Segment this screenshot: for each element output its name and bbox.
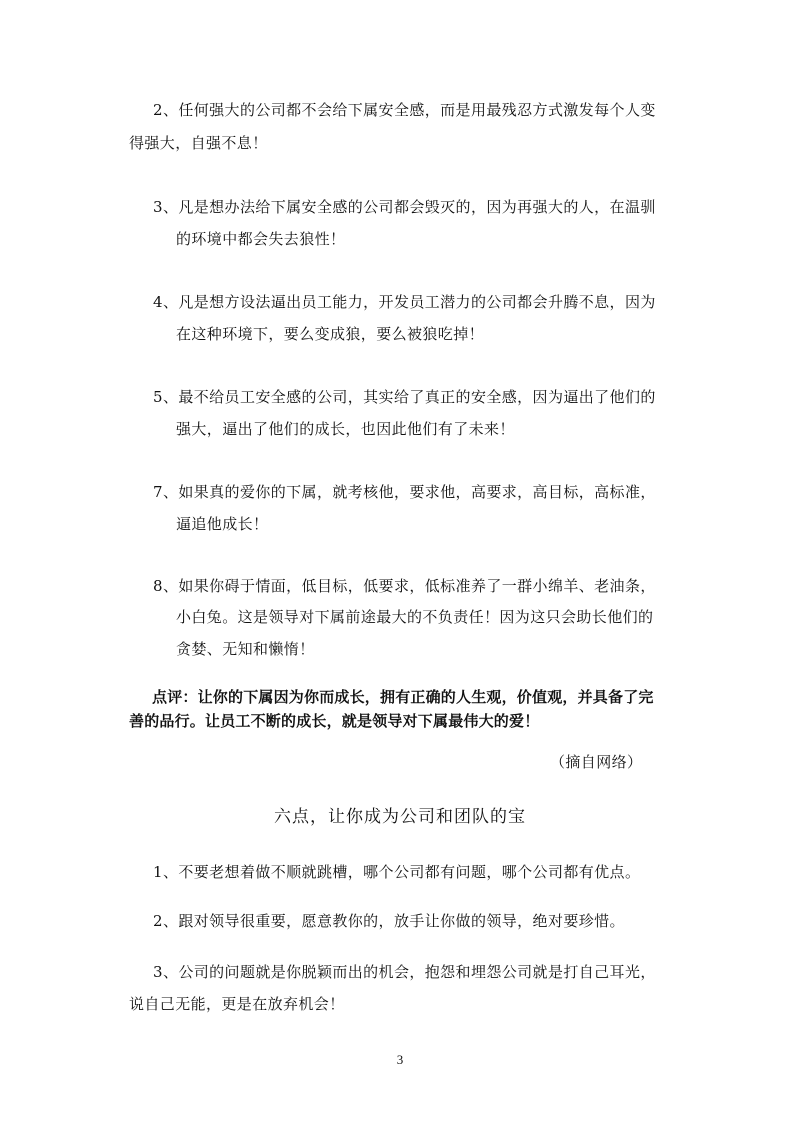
list-item-3-line-2: 的环境中都会失去狼性！ [176, 230, 346, 248]
section-item-3-line-2: 说自己无能，更是在放弃机会！ [129, 995, 345, 1013]
list-item-3-line-1: 3、凡是想办法给下属安全感的公司都会毁灭的，因为再强大的人，在温驯 [153, 198, 656, 216]
section-item-1: 1、不要老想着做不顺就跳槽，哪个公司都有问题，哪个公司都有优点。 [153, 863, 641, 881]
list-item-5-line-1: 5、最不给员工安全感的公司，其实给了真正的安全感，因为逼出了他们的 [153, 388, 656, 406]
list-item-4-line-1: 4、凡是想方设法逼出员工能力，开发员工潜力的公司都会升腾不息，因为 [153, 293, 656, 311]
list-item-4-line-2: 在这种环境下，要么变成狼，要么被狼吃掉！ [176, 325, 485, 343]
list-item-8-line-1: 8、如果你碍于情面，低目标，低要求，低标准养了一群小绵羊、老油条， [153, 577, 656, 595]
list-item-5-line-2: 强大，逼出了他们的成长，也因此他们有了未来！ [176, 420, 515, 438]
list-item-8-line-3: 贪婪、无知和懒惰！ [176, 640, 315, 658]
section-title: 六点，让你成为公司和团队的宝 [274, 807, 526, 827]
list-item-7-line-2: 逼追他成长！ [176, 515, 269, 533]
section-item-2: 2、跟对领导很重要，愿意教你的，放手让你做的领导，绝对要珍惜。 [153, 912, 625, 930]
list-item-8-line-2: 小白兔。这是领导对下属前途最大的不负责任！因为这只会助长他们的 [176, 608, 654, 626]
section-item-3-line-1: 3、公司的问题就是你脱颖而出的机会，抱怨和埋怨公司就是打自己耳光， [153, 963, 656, 981]
source-note: （摘自网络） [550, 753, 643, 771]
list-item-2-line-2: 得强大，自强不息！ [129, 134, 268, 152]
comment-line-1: 点评：让你的下属因为你而成长，拥有正确的人生观，价值观，并具备了完 [152, 688, 654, 706]
comment-line-2: 善的品行。让员工不断的成长，就是领导对下属最伟大的爱！ [129, 712, 540, 730]
page-number: 3 [396, 1052, 404, 1067]
list-item-2-line-1: 2、任何强大的公司都不会给下属安全感，而是用最残忍方式激发每个人变 [153, 101, 656, 119]
list-item-7-line-1: 7、如果真的爱你的下属，就考核他，要求他，高要求，高目标，高标准， [153, 483, 656, 501]
